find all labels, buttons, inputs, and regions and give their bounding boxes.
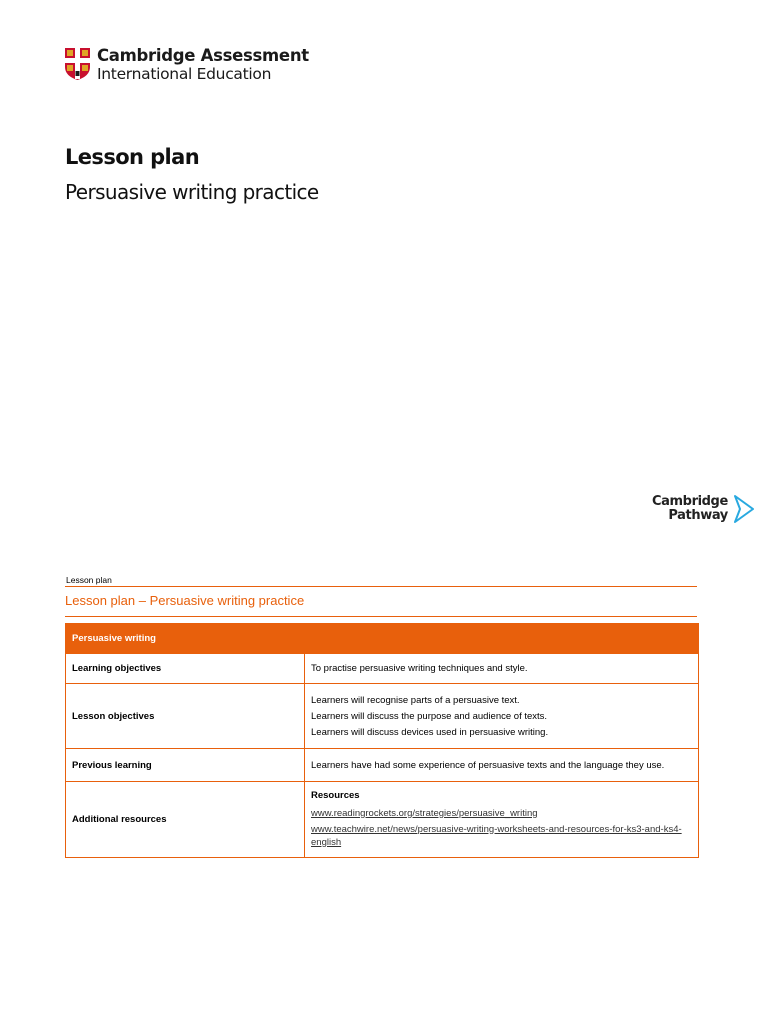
lesson-objectives-label: Lesson objectives xyxy=(66,684,305,749)
cover-title: Lesson plan xyxy=(65,145,200,169)
learning-objectives-value: To practise persuasive writing techniques and style. xyxy=(305,654,699,684)
previous-learning-value: Learners have had some experience of persuasive texts and the language they use. xyxy=(305,749,699,782)
org-name-line1: Cambridge Assessment xyxy=(97,46,309,65)
cover-subtitle: Persuasive writing practice xyxy=(65,180,319,204)
table-row xyxy=(66,654,699,684)
additional-resources-label: Additional resources xyxy=(66,782,305,858)
lesson-objective-item: Learners will discuss devices used in persuasive writing. xyxy=(311,726,549,738)
cambridge-assessment-logo xyxy=(64,47,309,83)
table-row xyxy=(66,782,699,858)
pathway-arrow-icon xyxy=(732,494,756,524)
header-rule xyxy=(65,586,697,587)
cambridge-shield-icon xyxy=(64,47,91,81)
additional-resources-value xyxy=(305,782,699,858)
resource-link-readingrockets[interactable]: www.readingrockets.org/strategies/persuasive_writing xyxy=(311,807,538,819)
table-header-row xyxy=(66,624,699,654)
lesson-objectives-value xyxy=(305,684,699,749)
lesson-plan-table xyxy=(65,623,699,858)
running-head: Lesson plan xyxy=(66,575,112,585)
pathway-line1: Cambridge xyxy=(652,494,728,509)
org-name-line2: International Education xyxy=(97,65,272,83)
pathway-line2: Pathway xyxy=(668,508,728,523)
table-header: Persuasive writing xyxy=(66,624,699,654)
previous-learning-label: Previous learning xyxy=(66,749,305,782)
resource-link-teachwire[interactable]: www.teachwire.net/news/persuasive-writing-worksheets-and-resources-for-ks3-and-ks4-english xyxy=(311,823,682,848)
document-heading: Lesson plan – Persuasive writing practice xyxy=(65,593,305,608)
lesson-objective-item: Learners will discuss the purpose and audience of texts. xyxy=(311,710,548,722)
table-row xyxy=(66,749,699,782)
cambridge-pathway-logo xyxy=(652,494,756,524)
learning-objectives-label: Learning objectives xyxy=(66,654,305,684)
resources-heading: Resources xyxy=(311,789,360,801)
lesson-objective-item: Learners will recognise parts of a persuasive text. xyxy=(311,694,520,706)
heading-rule xyxy=(65,616,697,617)
table-row xyxy=(66,684,699,749)
